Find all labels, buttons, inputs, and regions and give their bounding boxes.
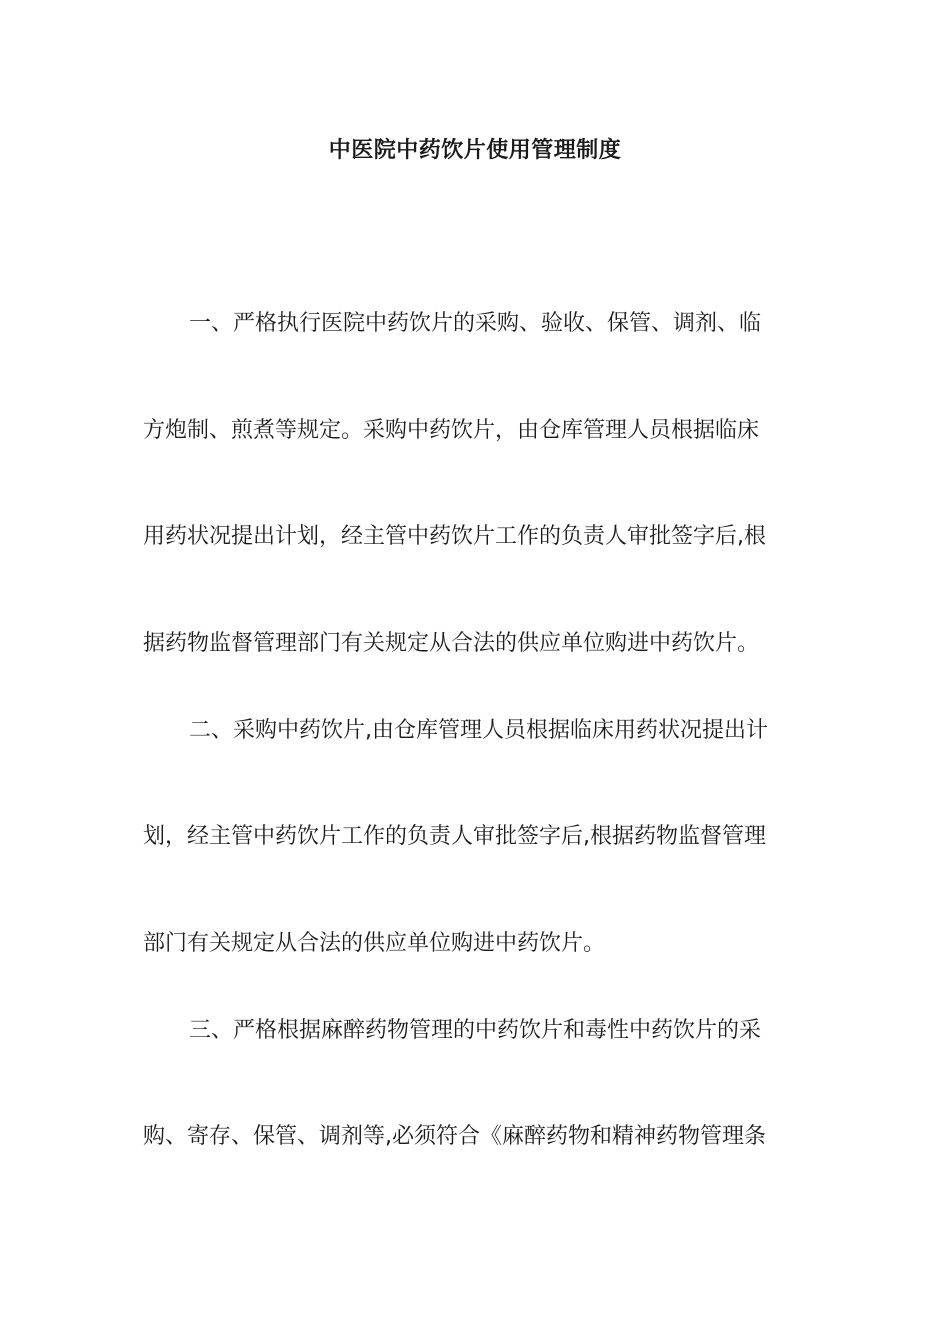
document-title: 中医院中药饮片使用管理制度 bbox=[328, 138, 622, 163]
paragraph-2-line-2: 划，经主管中药饮片工作的负责人审批签字后,根据药物监督管理 bbox=[143, 824, 766, 849]
paragraph-3-line-2: 购、寄存、保管、调剂等,必须符合《麻醉药物和精神药物管理条 bbox=[143, 1124, 766, 1149]
paragraph-2-line-1: 二、采购中药饮片,由仓库管理人员根据临床用药状况提出计 bbox=[189, 718, 768, 743]
paragraph-1-line-1: 一、严格执行医院中药饮片的采购、验收、保管、调剂、临 bbox=[189, 311, 762, 336]
paragraph-1-line-3: 用药状况提出计划，经主管中药饮片工作的负责人审批签字后,根 bbox=[143, 524, 766, 549]
paragraph-1-line-2: 方炮制、煎煮等规定。采购中药饮片，由仓库管理人员根据临床 bbox=[143, 418, 760, 443]
paragraph-1-line-4: 据药物监督管理部门有关规定从合法的供应单位购进中药饮片。 bbox=[143, 631, 760, 656]
paragraph-3-line-1: 三、严格根据麻醉药物管理的中药饮片和毒性中药饮片的采 bbox=[189, 1018, 762, 1043]
paragraph-2-line-3: 部门有关规定从合法的供应单位购进中药饮片。 bbox=[143, 931, 606, 956]
